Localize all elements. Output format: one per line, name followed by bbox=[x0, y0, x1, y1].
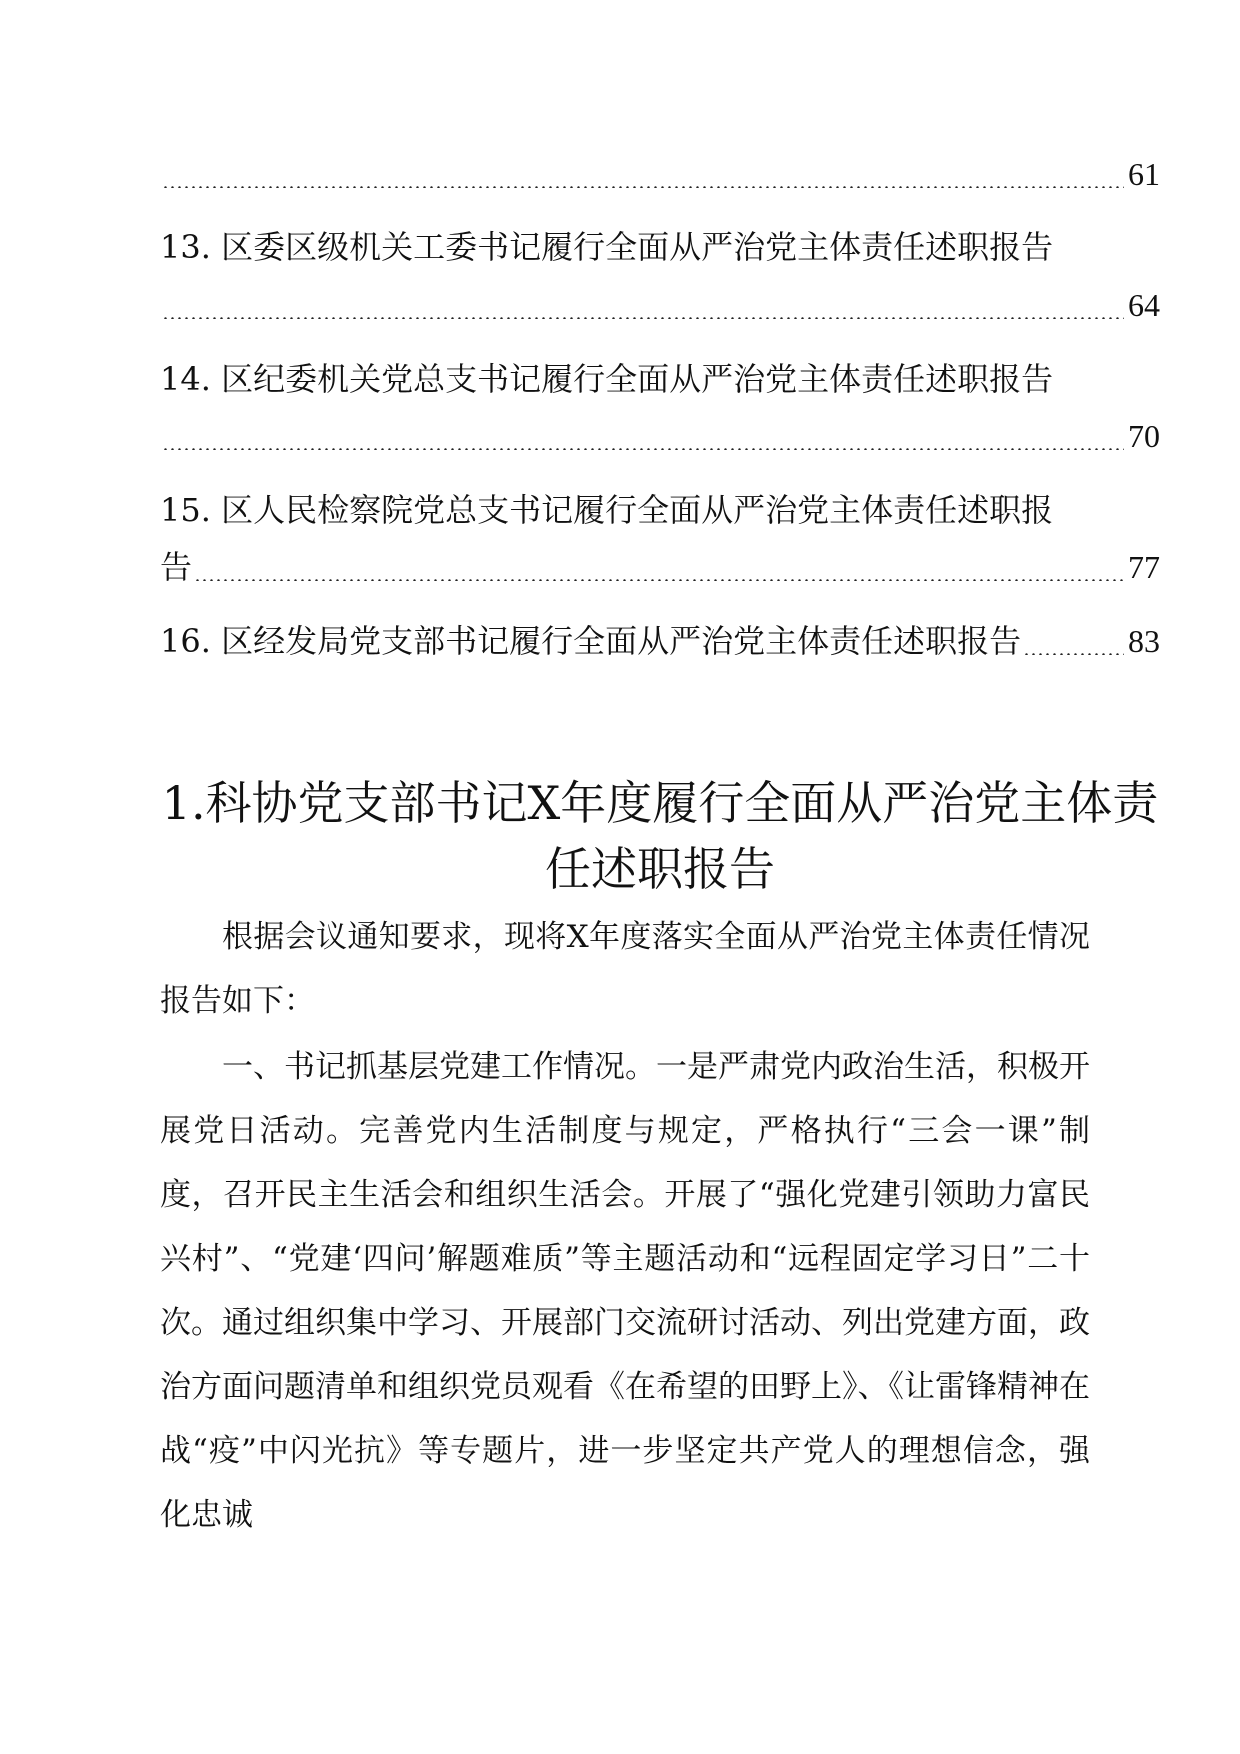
toc-entry-13[interactable] bbox=[160, 223, 1160, 271]
toc-page-number: 64 bbox=[1128, 287, 1160, 323]
toc-leader-dots bbox=[162, 448, 1124, 450]
document-title: 1.科协党支部书记X年度履行全面从严治党主体责任述职报告 bbox=[161, 776, 1159, 896]
toc-entry-title: 16. 区经发局党支部书记履行全面从严治党主体责任述职报告 bbox=[160, 622, 1022, 660]
toc-entry-title: 13. 区委区级机关工委书记履行全面从严治党主体责任述职报告 bbox=[160, 228, 1054, 266]
toc-page-number: 77 bbox=[1128, 549, 1160, 585]
toc-entry-title: 告 bbox=[160, 548, 193, 586]
toc-page-number: 61 bbox=[1128, 156, 1160, 192]
toc-entry-15-continuation[interactable] bbox=[160, 543, 1160, 591]
toc-page-number: 83 bbox=[1128, 623, 1160, 659]
toc-leader-dots bbox=[162, 317, 1124, 319]
section-one-paragraph: 一、书记抓基层党建工作情况。一是严肃党内政治生活，积极开展党日活动。完善党内生活制度与规定，严格执行“三会一课”制度，召开民主生活会和组织生活会。开展了“强化党建引领助力富民兴村”、“党建‘四问’解题难质”等主题活动和“远程固定学习日”二十次。通过组织集中学习、开展部门交流研讨活动、列出党建方面，政治方面问题清单和组织党员观看《在希望的田野上》、《让雷锋精神在战“疫”中闪光抗》等专题片，进一步坚定共产党人的理想信念，强化忠诚 bbox=[160, 1049, 1090, 1533]
toc-entry-title: 14. 区纪委机关党总支书记履行全面从严治党主体责任述职报告 bbox=[160, 360, 1054, 398]
toc-entry-14-leader[interactable] bbox=[160, 412, 1160, 460]
toc-leader-dots bbox=[162, 186, 1124, 188]
toc-entry-14[interactable] bbox=[160, 355, 1160, 403]
toc-page-number: 70 bbox=[1128, 418, 1160, 454]
document-page bbox=[160, 0, 1160, 1754]
toc-entry-15[interactable] bbox=[160, 486, 1160, 534]
toc-entry-title: 15. 区人民检察院党总支书记履行全面从严治党主体责任述职报 bbox=[160, 491, 1054, 529]
toc-leader-dots bbox=[1023, 653, 1124, 655]
toc-continuation-line[interactable] bbox=[160, 150, 1160, 198]
toc-entry-16[interactable] bbox=[160, 617, 1160, 665]
toc-entry-13-leader[interactable] bbox=[160, 281, 1160, 329]
toc-leader-dots bbox=[194, 579, 1124, 581]
intro-paragraph: 根据会议通知要求，现将X年度落实全面从严治党主体责任情况报告如下： bbox=[160, 919, 1090, 1019]
